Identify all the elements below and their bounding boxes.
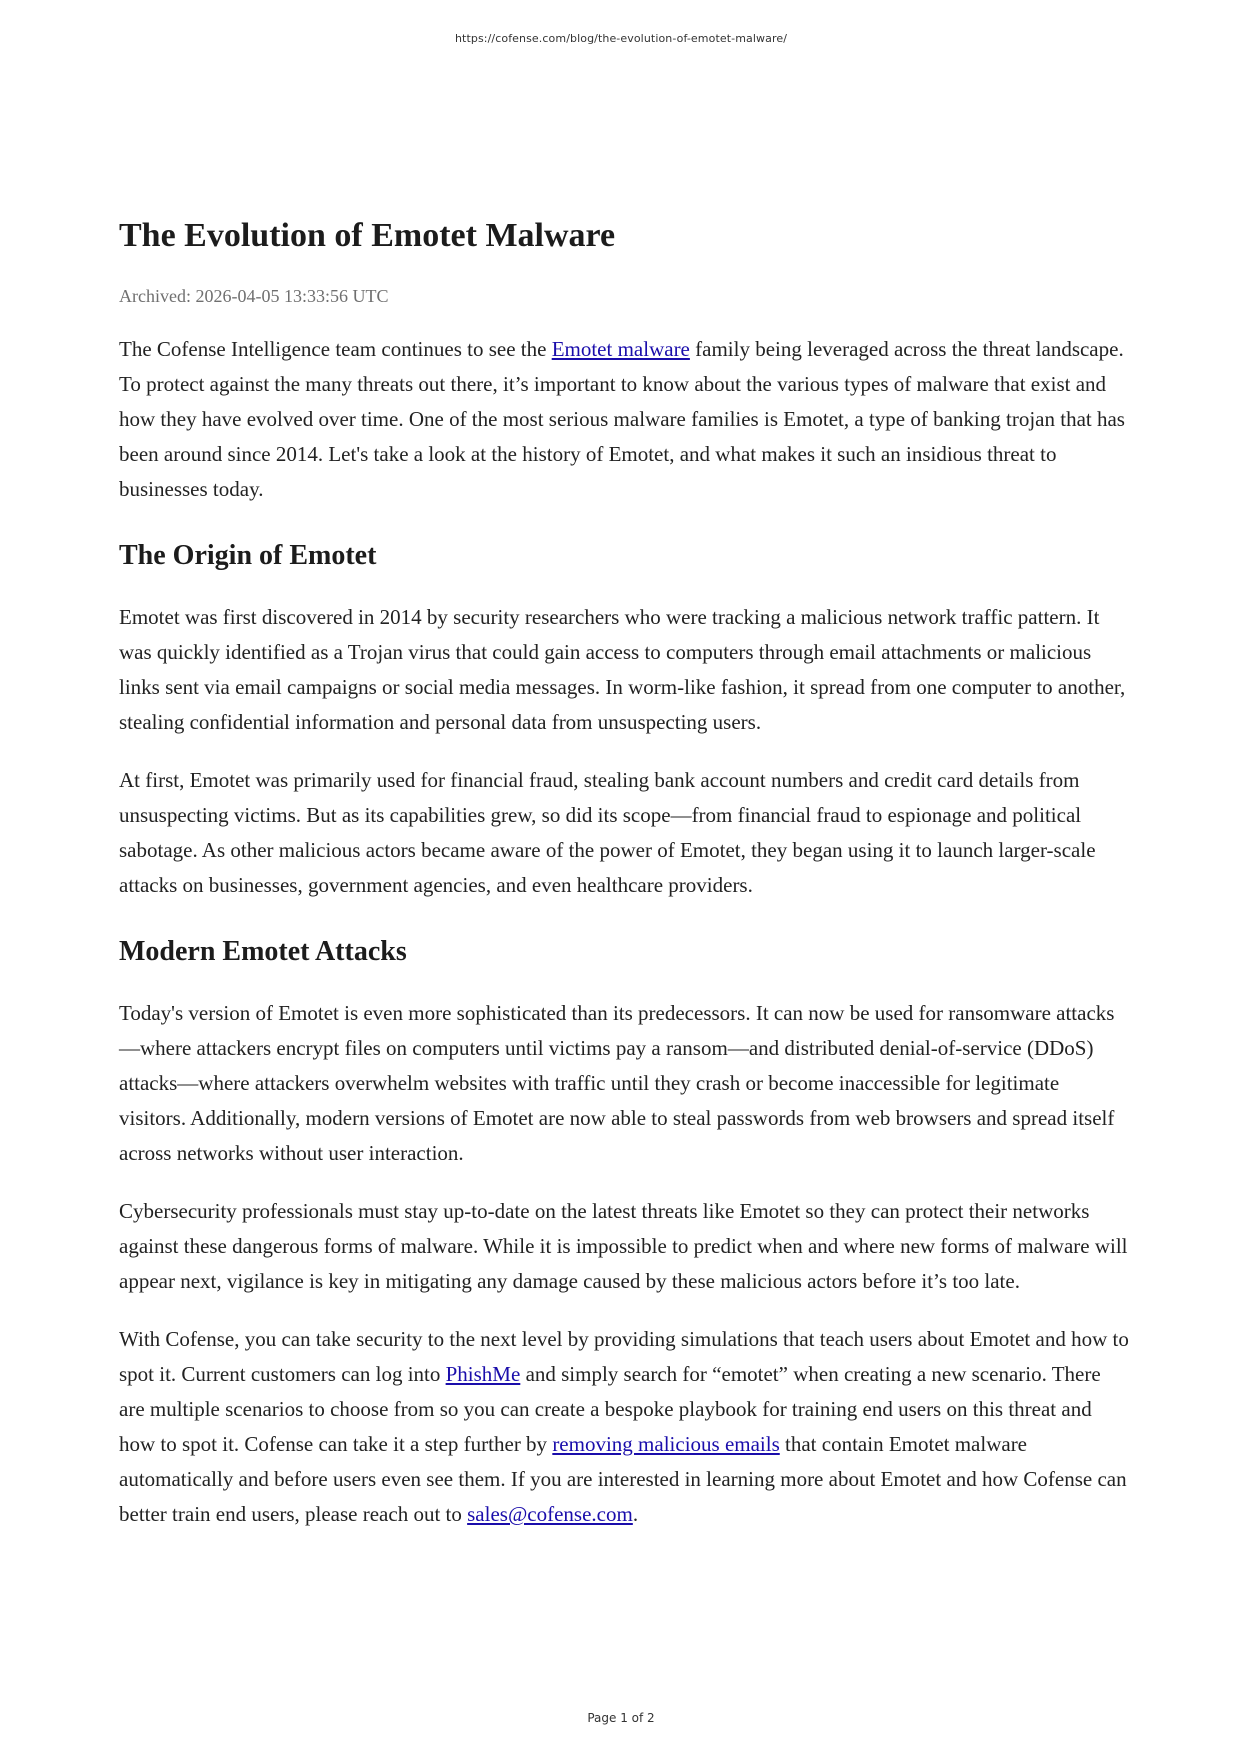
origin-paragraph-2: At first, Emotet was primarily used for financial fraud, stealing bank account numbers and credit card details from unsuspecting victims. But as its capabilities grew, so did its scope—from financial fraud to espionage and political sabotage. As other malicious actors became aware of the power of Emotet, they began using it to launch larger-scale attacks on businesses, government agencies, and even healthcare providers. (119, 768, 1096, 897)
article-title: The Evolution of Emotet Malware (119, 217, 616, 254)
emotet-malware-link[interactable]: Emotet malware (551, 337, 690, 361)
origin-paragraph-1: Emotet was first discovered in 2014 by security researchers who were tracking a malicious network traffic pattern. It was quickly identified as a Trojan virus that could gain access to computers through email attachments or malicious links sent via email campaigns or social media messages. In worm-like fashion, it spread from one computer to another, stealing confidential information and personal data from unsuspecting users. (119, 605, 1126, 734)
closing-text-4: . (632, 1502, 639, 1526)
phishme-link[interactable]: PhishMe (445, 1362, 521, 1386)
closing-paragraph (119, 1322, 1129, 1532)
section-heading-modern-attacks: Modern Emotet Attacks (119, 936, 407, 967)
closing-text-1: With Cofense, you can take security to the next level by providing simulations that teach users about Emotet and how to spot it. Current customers can log into (119, 1327, 1129, 1386)
intro-text-before-link: The Cofense Intelligence team continues to see the (119, 337, 552, 361)
modern-paragraph-2: Cybersecurity professionals must stay up-to-date on the latest threats like Emotet so they can protect their networks against these dangerous forms of malware. While it is impossible to predict when and where new forms of malware will appear next, vigilance is key in mitigating any damage caused by these malicious actors before it’s too late. (119, 1199, 1128, 1293)
article (119, 212, 1129, 1532)
closing-text-2: and simply search for “emotet” when creating a new scenario. There are multiple scenarios to choose from so you can create a bespoke playbook for training end users on this threat and how to spot it. Cofense can take it a step further by (119, 1362, 1101, 1456)
removing-malicious-emails-link[interactable]: removing malicious emails (552, 1432, 780, 1456)
intro-paragraph (119, 332, 1129, 507)
closing-text-3: that contain Emotet malware automatically and before users even see them. If you are interested in learning more about Emotet and how Cofense can better train end users, please reach out to (119, 1432, 1127, 1526)
intro-text-after-link: family being leveraged across the threat landscape. To protect against the many threats out there, it’s important to know about the various types of malware that exist and how they have evolved over time. One of the most serious malware families is Emotet, a type of banking trojan that has been around since 2014. Let's take a look at the history of Emotet, and what makes it such an insidious threat to businesses today. (119, 337, 1125, 501)
modern-paragraph-1: Today's version of Emotet is even more sophisticated than its predecessors. It can now be used for ransomware attacks—where attackers encrypt files on computers until victims pay a ransom—and distributed denial-of-service (DDoS) attacks—where attackers overwhelm websites with traffic until they crash or become inaccessible for legitimate visitors. Additionally, modern versions of Emotet are now able to steal passwords from web browsers and spread itself across networks without user interaction. (119, 1001, 1115, 1165)
page-url-header: https://cofense.com/blog/the-evolution-of-emotet-malware/ (454, 32, 788, 45)
sales-email-link[interactable]: sales@cofense.com (467, 1502, 633, 1526)
archived-timestamp: Archived: 2026-04-05 13:33:56 UTC (119, 286, 389, 306)
section-heading-origin: The Origin of Emotet (119, 540, 377, 571)
page-number-footer: Page 1 of 2 (587, 1711, 655, 1725)
